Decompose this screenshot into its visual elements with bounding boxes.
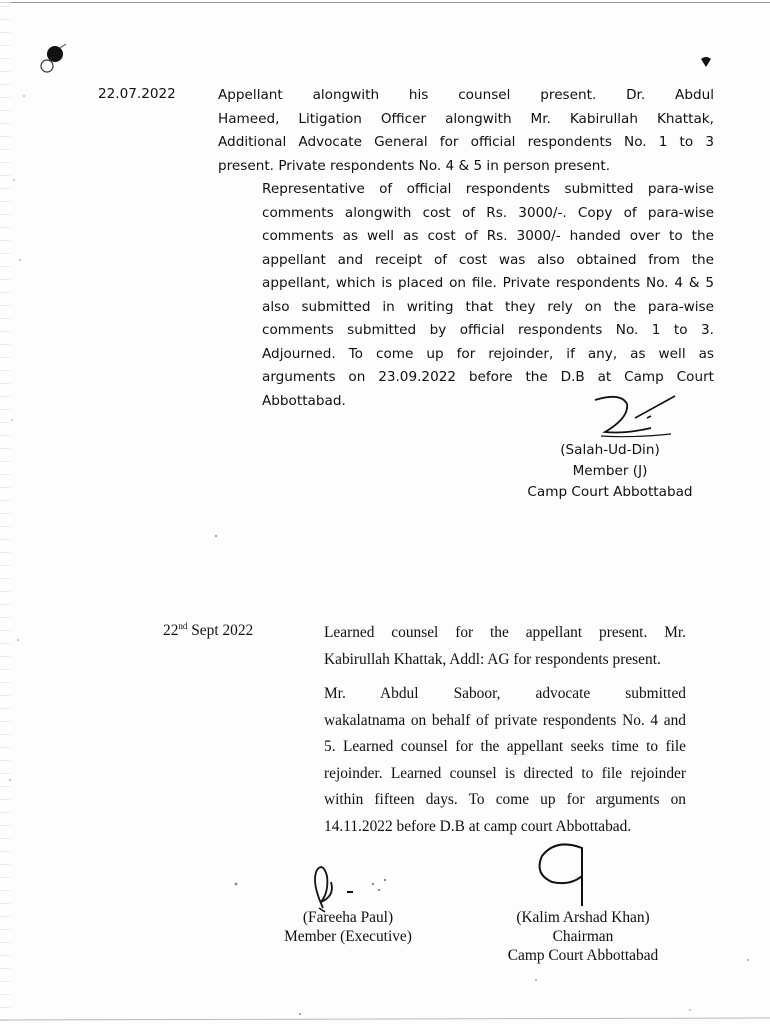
entry2-paragraph-1 <box>280 620 686 673</box>
text-line: appellant, which is placed on file. Private respondents No. 4 & 5 <box>262 275 714 291</box>
entry1-date: 22.07.2022 <box>98 86 176 102</box>
member-executive-designation: Member (Executive) <box>284 928 412 945</box>
member-executive-name: (Fareeha Paul) <box>302 909 394 926</box>
text-line: present. Private respondents No. 4 & 5 in person present. <box>218 157 611 174</box>
ink-blot <box>700 56 712 68</box>
entry1-paragraph-2 <box>218 178 714 413</box>
scan-left-edge <box>0 0 10 1024</box>
member-j-signature-block <box>505 440 715 503</box>
entry2-order-text <box>280 620 686 840</box>
text-line: also submitted in writing that they rely on the para-wise <box>262 298 714 315</box>
member-j-name: (Salah-Ud-Din) <box>560 442 660 458</box>
text-line: appellant and receipt of cost was also obtained from the <box>262 251 714 268</box>
text-line: Appellant alongwith his counsel present. Dr. Abdul <box>218 87 714 103</box>
entry2-date-suffix: nd <box>178 621 188 631</box>
text-line: within fifteen days. To come up for arguments on <box>324 791 686 808</box>
entry2-date-day: 22 <box>163 622 179 640</box>
member-j-designation: Member (J) <box>572 463 648 479</box>
member-executive-signature <box>305 862 395 914</box>
entry2-date <box>163 621 253 640</box>
text-line: Hameed, Litigation Officer alongwith Mr. Kabirullah Khattak, <box>218 110 714 127</box>
text-line: 14.11.2022 before D.B at camp court Abbottabad. <box>324 817 632 835</box>
chairman-signature <box>532 840 598 910</box>
member-j-place: Camp Court Abbottabad <box>527 484 693 500</box>
entry2-paragraph-2 <box>280 681 686 840</box>
text-line: Adjourned. To come up for rejoinder, if any, as well as <box>262 345 714 362</box>
chairman-place: Camp Court Abbottabad <box>507 947 659 964</box>
chairman-name: (Kalim Arshad Khan) <box>516 909 650 926</box>
entry2-date-rest: Sept 2022 <box>187 622 254 640</box>
text-line: Learned counsel for the appellant present. Mr. <box>324 624 686 641</box>
text-line: comments as well as cost of Rs. 3000/- handed over to the <box>262 228 714 244</box>
text-line: 5. Learned counsel for the appellant seeks time to file <box>324 738 686 755</box>
text-line: Representative of official respondents submitted para-wise <box>262 181 714 197</box>
entry1-paragraph-1 <box>218 84 714 178</box>
text-line: wakalatnama on behalf of private respondents No. 4 and <box>324 711 686 729</box>
text-line: comments submitted by official respondents No. 1 to 3. <box>262 322 714 338</box>
text-line: Mr. Abdul Saboor, advocate submitted <box>324 685 686 702</box>
text-line: Additional Advocate General for official respondents No. 1 to 3 <box>218 134 714 150</box>
top-edge-line <box>0 2 770 3</box>
text-line: comments alongwith cost of Rs. 3000/-. Copy of para-wise <box>262 204 714 221</box>
text-line: Kabirullah Khattak, Addl: AG for respondents present. <box>324 650 661 668</box>
text-line: arguments on 23.09.2022 before the D.B at Camp Court <box>262 369 714 385</box>
punch-hole-mark <box>38 42 68 76</box>
chairman-signature-block <box>488 908 678 965</box>
member-executive-signature-block <box>268 908 428 946</box>
entry1-order-text <box>218 84 714 413</box>
text-line: Abbottabad. <box>262 392 346 409</box>
chairman-designation: Chairman <box>552 928 614 945</box>
text-line: rejoinder. Learned counsel is directed to file rejoinder <box>324 764 686 782</box>
